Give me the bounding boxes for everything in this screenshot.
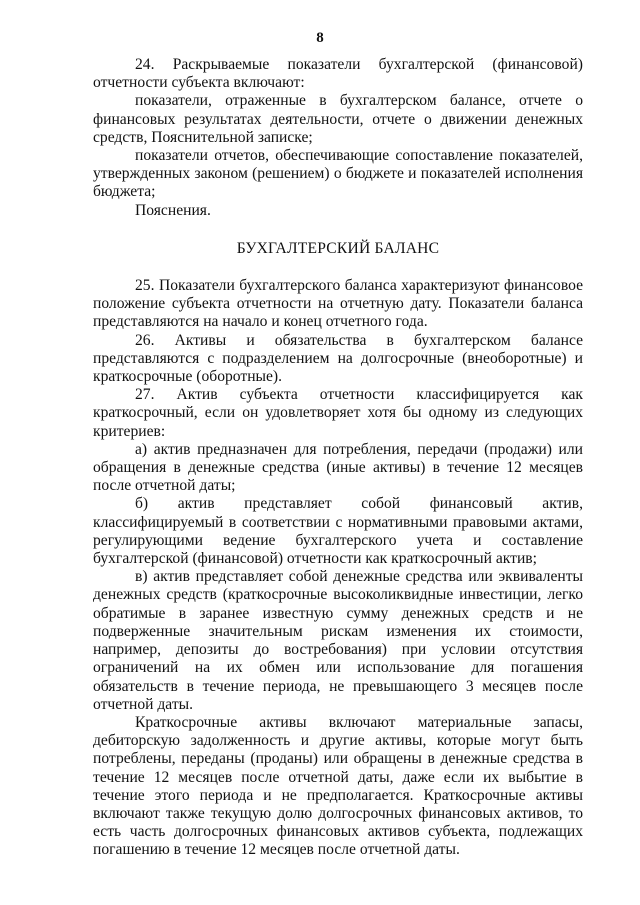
- paragraph-27-criterion-b: б) актив представляет собой финансовый актив, классифицируемый в соответствии с нормативными правовыми актами, регулирующими ведение бухгалтерского учета и составление бухгалтерской (финансовой) отчетности как краткосрочный актив;: [93, 495, 583, 568]
- paragraph-24-intro: 24. Раскрываемые показатели бухгалтерской (финансовой) отчетности субъекта включают:: [93, 56, 583, 92]
- paragraph-25: 25. Показатели бухгалтерского баланса характеризуют финансовое положение субъекта отчетности на отчетную дату. Показатели баланса представляются на начало и конец отчетного года.: [93, 277, 583, 331]
- paragraph-27-intro: 27. Актив субъекта отчетности классифицируется как краткосрочный, если он удовлетворяет хотя бы одному из следующих критериев:: [93, 386, 583, 440]
- paragraph-27-criterion-c: в) актив представляет собой денежные средства или эквиваленты денежных средств (краткосрочные высоколиквидные инвестиции, легко обратимые в заранее известную сумму денежных средств и не подверженные значительным рискам изменения их стоимости, например, депозиты до востребования) при условии отсутствия ограничений на их обмен или использование для погашения обязательств в течение периода, не превышающего 3 месяцев после отчетной даты.: [93, 568, 583, 713]
- section-heading-balance: БУХГАЛТЕРСКИЙ БАЛАНС: [236, 239, 440, 257]
- paragraph-24-item-notes: Пояснения.: [135, 201, 211, 219]
- page-content: [93, 56, 583, 860]
- page-number: 8: [316, 30, 324, 46]
- paragraph-24-item-balance: показатели, отраженные в бухгалтерском балансе, отчете о финансовых результатах деятельности, отчете о движении денежных средств, Пояснительной записке;: [93, 92, 583, 146]
- paragraph-short-term-assets: Краткосрочные активы включают материальные запасы, дебиторскую задолженность и другие активы, которые могут быть потреблены, переданы (проданы) или обращены в денежные средства в течение 12 месяцев после отчетной даты, даже если их выбытие в течение этого периода и не предполагается. Краткосрочные активы включают также текущую долю долгосрочных финансовых активов, то есть часть долгосрочных финансовых активов субъекта, подлежащих погашению в течение 12 месяцев после отчетной даты.: [93, 713, 583, 859]
- paragraph-24-item-budget: показатели отчетов, обеспечивающие сопоставление показателей, утвержденных законом (решением) о бюджете и показателей исполнения бюджета;: [93, 147, 583, 201]
- paragraph-26: 26. Активы и обязательства в бухгалтерском балансе представляются с подразделением на долгосрочные (внеоборотные) и краткосрочные (оборотные).: [93, 331, 583, 386]
- paragraph-27-criterion-a: а) актив предназначен для потребления, передачи (продажи) или обращения в денежные средства (иные активы) в течение 12 месяцев после отчетной даты;: [93, 440, 583, 495]
